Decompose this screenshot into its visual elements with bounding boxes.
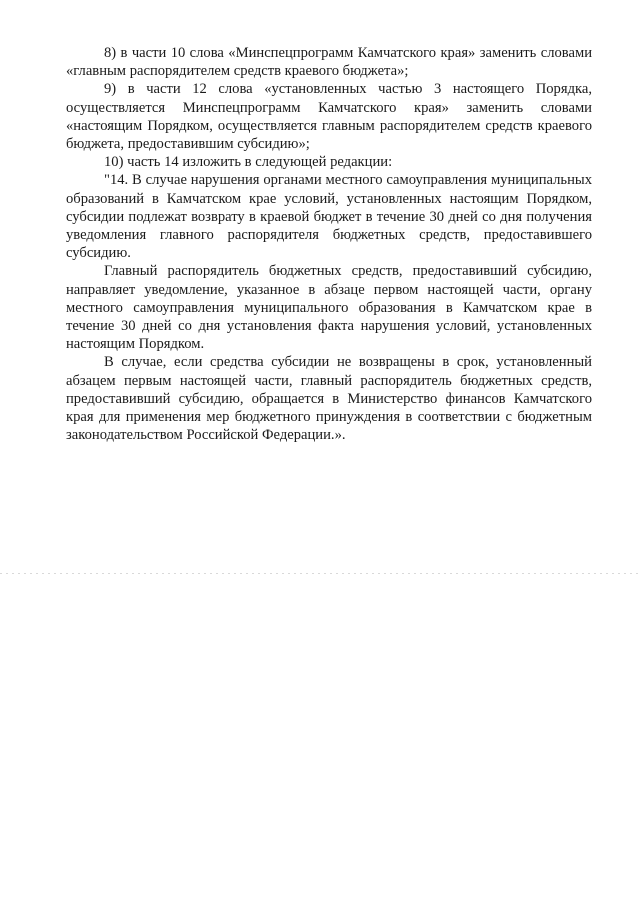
scan-artifact-line [0, 573, 640, 574]
paragraph-item-10: 10) часть 14 изложить в следующей редакции: [104, 154, 393, 171]
paragraph-part-14-first: "14. В случае нарушения органами местного самоуправления муниципальных образований в Камчатском крае условий, установленных настоящим Порядком, субсидии подлежат возврату в краевой бюджет в течение 30 дней со дня получения уведомления главного распорядителя бюджетных средств, предоставившего субсидию. [66, 172, 592, 262]
paragraph-item-9: 9) в части 12 слова «установленных частью 3 настоящего Порядка, осуществляется Минспецпрограмм Камчатского края» заменить словами «настоящим Порядком, осуществляется главным распорядителем средств краевого бюджета, предоставившим субсидию»; [66, 81, 592, 153]
paragraph-part-14-second: Главный распорядитель бюджетных средств, предоставивший субсидию, направляет уведомление, указанное в абзаце первом настоящей части, органу местного самоуправления муниципального образования в Камчатском крае в течение 30 дней со дня установления факта нарушения условий, установленных настоящим Порядком. [66, 263, 592, 353]
paragraph-item-8: 8) в части 10 слова «Минспецпрограмм Камчатского края» заменить словами «главным распорядителем средств краевого бюджета»; [66, 45, 592, 80]
document-page [66, 44, 592, 444]
paragraph-part-14-third: В случае, если средства субсидии не возвращены в срок, установленный абзацем первым настоящей части, главный распорядитель бюджетных средств, предоставивший субсидию, обращается в Министерство финансов Камчатского края для применения мер бюджетного принуждения в соответствии с бюджетным законодательством Российской Федерации.». [66, 354, 592, 444]
